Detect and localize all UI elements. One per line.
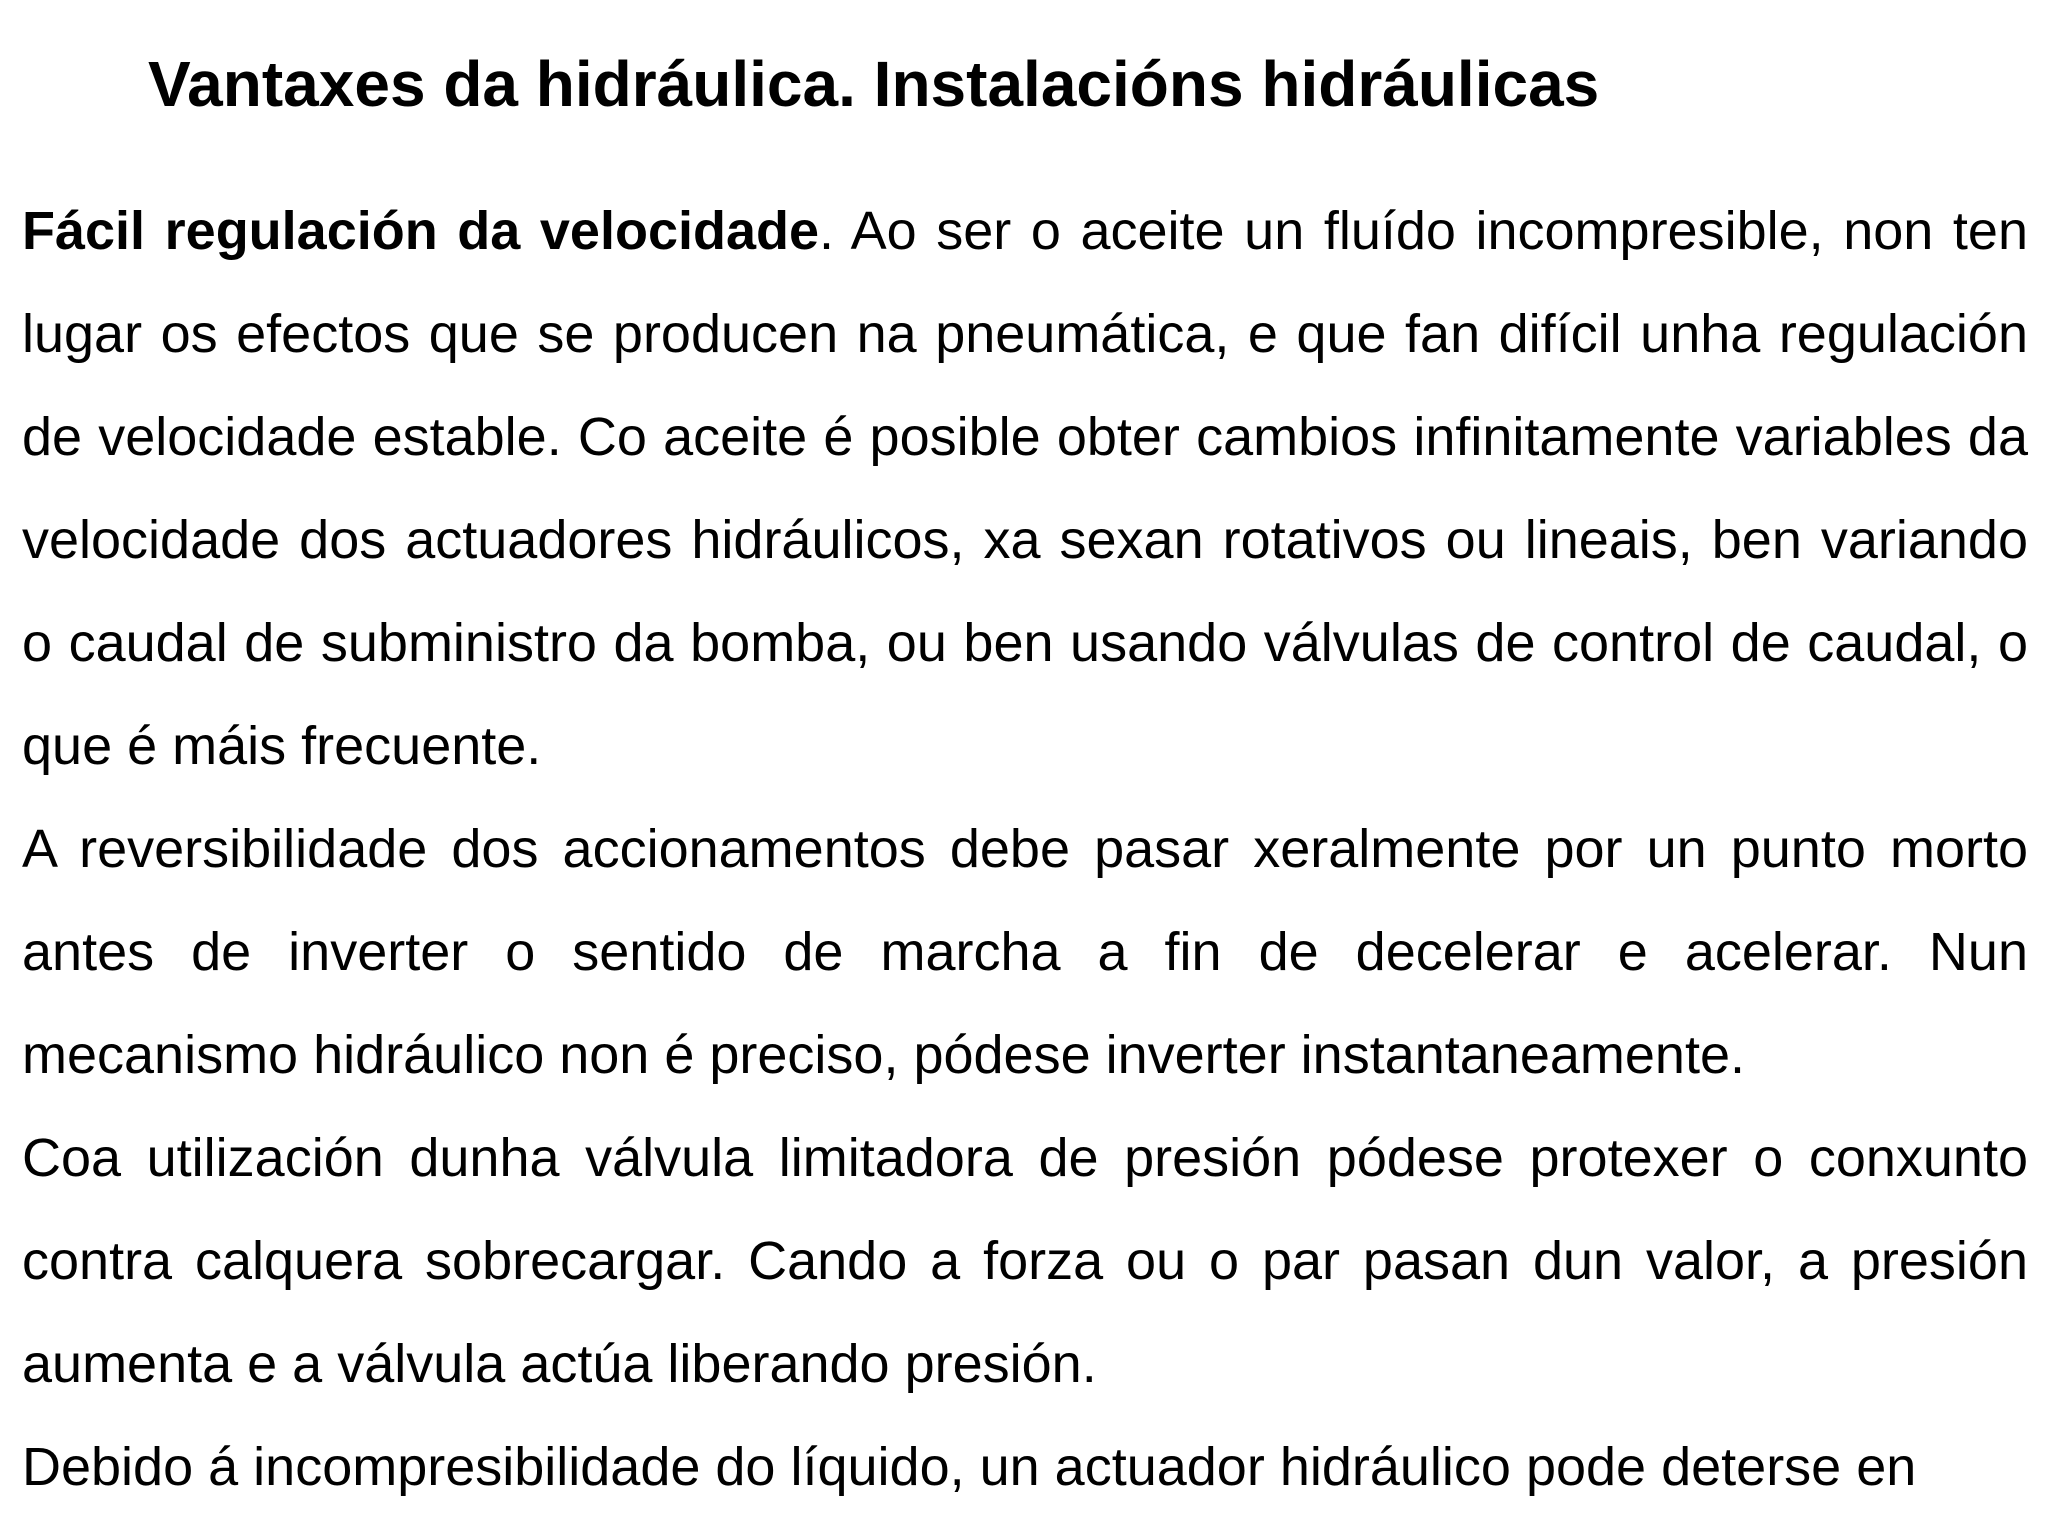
paragraph-speed-regulation — [22, 180, 2028, 798]
paragraph-pressure-limiting: Coa utilización dunha válvula limitadora de presión pódese protexer o conxunto contra calquera sobrecargar. Cando a forza ou o par pasan dun valor, a presión aumenta e a válvula actúa liberando presión. — [22, 1128, 2028, 1394]
page-title: Vantaxes da hidráulica. Instalacións hidráulicas — [148, 48, 1600, 120]
body-text — [22, 180, 2028, 1519]
paragraph-text: . Ao ser o aceite un fluído incompresible, non ten lugar os efectos que se producen na pneumática, e que fan difícil unha regulación de velocidade estable. Co aceite é posible obter cambios infinitamente variables da velocidade dos actuadores hidráulicos, xa sexan rotativos ou lineais, ben variando o caudal de subministro da bomba, ou ben usando válvulas de control de caudal, o que é máis frecuente. — [22, 201, 2028, 776]
paragraph-lead: Fácil regulación da velocidade — [22, 201, 820, 261]
paragraph-reversibility: A reversibilidade dos accionamentos debe pasar xeralmente por un punto morto antes de inverter o sentido de marcha a fin de decelerar e acelerar. Nun mecanismo hidráulico non é preciso, pódese inverter instantaneamente. — [22, 819, 2028, 1085]
paragraph-incompressibility: Debido á incompresibilidade do líquido, un actuador hidráulico pode deterse en — [22, 1437, 1917, 1497]
